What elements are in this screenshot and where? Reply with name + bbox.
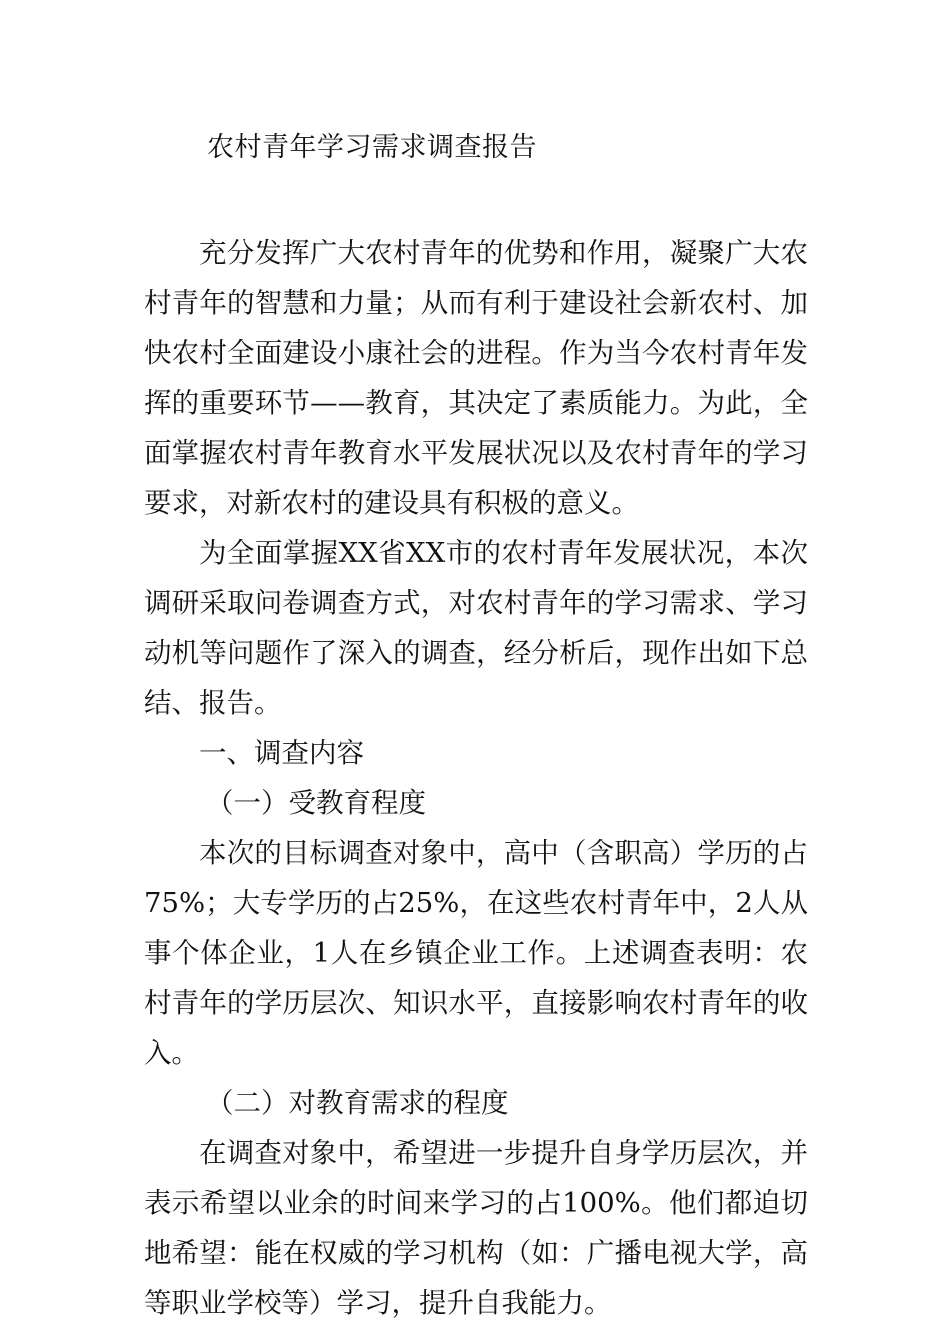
paragraph-method: 为全面掌握XX省XX市的农村青年发展状况，本次调研采取问卷调查方式，对农村青年的学习需求、学习动机等问题作了深入的调查，经分析后，现作出如下总结、报告。 — [144, 537, 808, 719]
document-title: 农村青年学习需求调查报告 — [207, 132, 537, 163]
paragraph-intro: 充分发挥广大农村青年的优势和作用，凝聚广大农村青年的智慧和力量；从而有利于建设社会新农村、加快农村全面建设小康社会的进程。作为当今农村青年发挥的重要环节——教育，其决定了素质能力。为此，全面掌握农村青年教育水平发展状况以及农村青年的学习要求，对新农村的建设具有积极的意义。 — [144, 237, 808, 519]
subsection-heading-education-demand: （二）对教育需求的程度 — [206, 1087, 509, 1119]
document-body — [144, 228, 808, 1328]
section-heading-survey-content: 一、调查内容 — [199, 737, 364, 769]
subsection-heading-education-level: （一）受教育程度 — [206, 787, 426, 819]
paragraph-education-level: 本次的目标调查对象中，高中（含职高）学历的占75%；大专学历的占25%，在这些农村青年中，2人从事个体企业，1人在乡镇企业工作。上述调查表明：农村青年的学历层次、知识水平，直接影响农村青年的收入。 — [144, 837, 808, 1069]
paragraph-education-demand: 在调查对象中，希望进一步提升自身学历层次，并表示希望以业余的时间来学习的占100%。他们都迫切地希望：能在权威的学习机构（如：广播电视大学，高等职业学校等）学习，提升自我能力。 — [144, 1137, 808, 1319]
